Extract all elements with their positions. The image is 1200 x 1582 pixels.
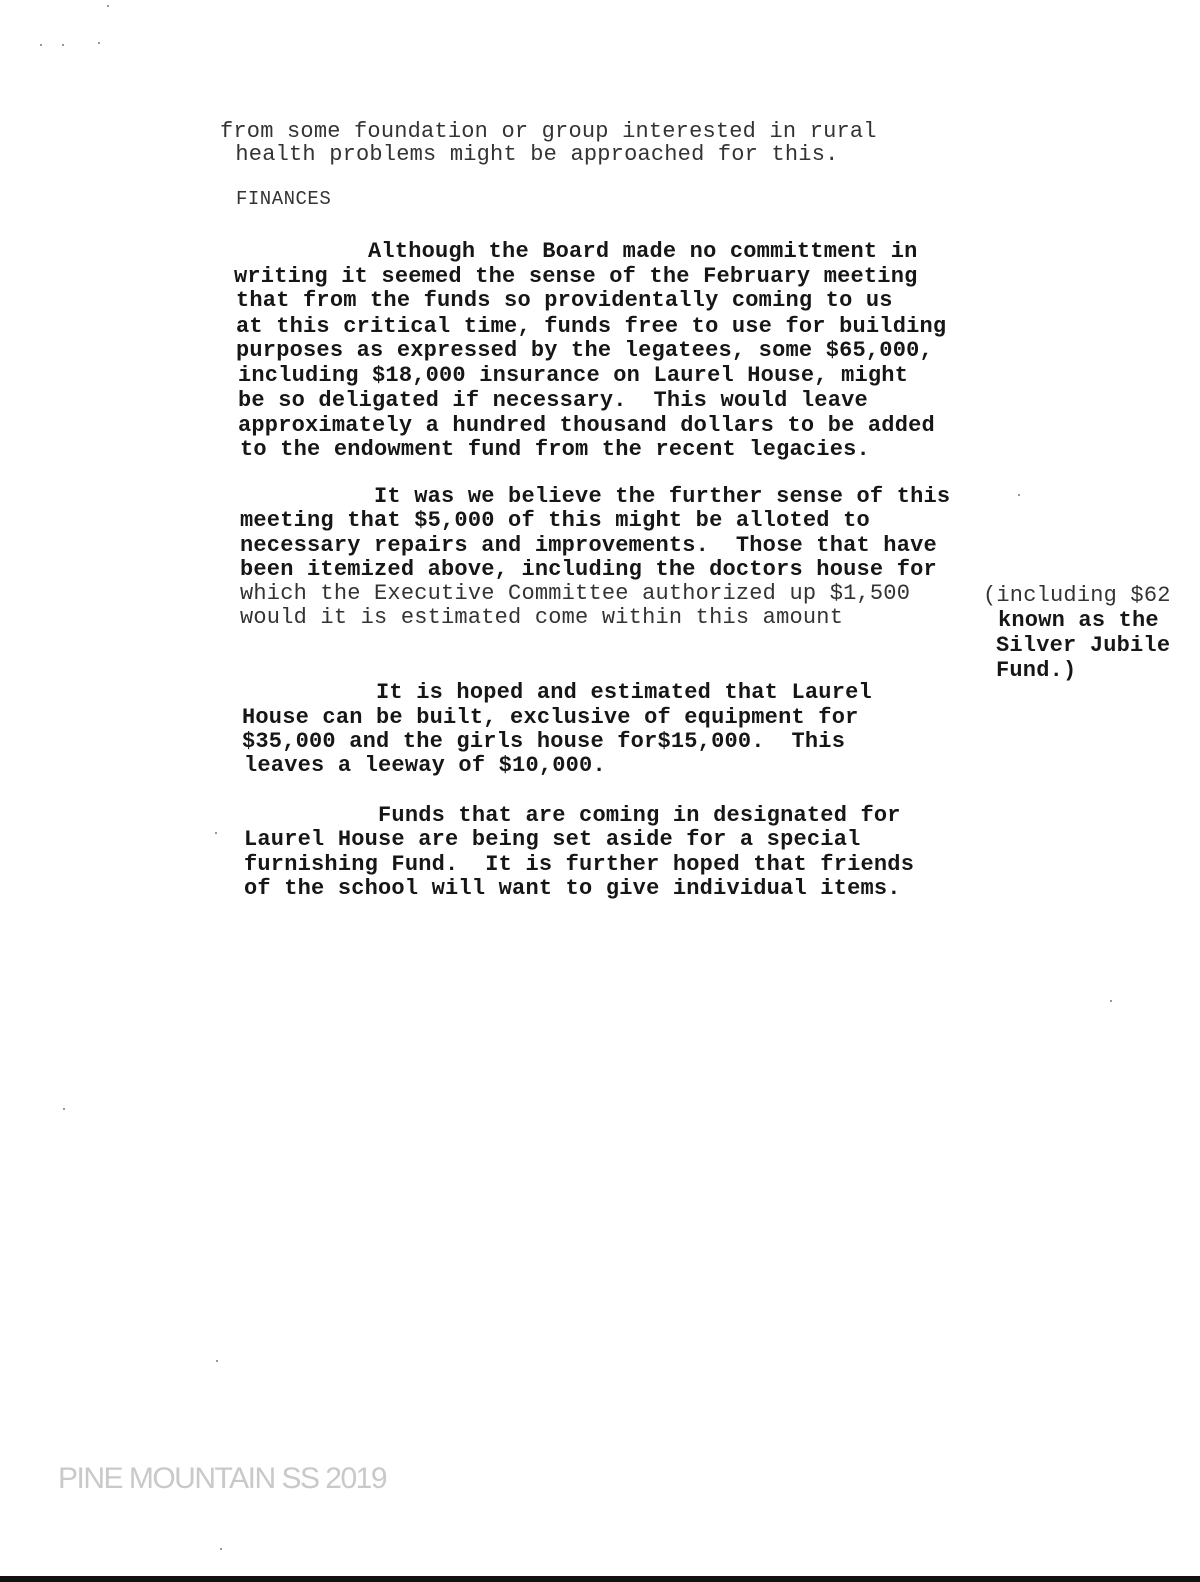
paragraph-3-line-1: It is hoped and estimated that Laurel xyxy=(242,680,872,705)
scan-speck xyxy=(98,42,100,44)
paragraph-2-line-4: been itemized above, including the doctors house for xyxy=(240,557,937,582)
paragraph-1-line-8: approximately a hundred thousand dollars to be added xyxy=(238,413,935,438)
paragraph-1-line-7: be so deligated if necessary. This would leave xyxy=(238,388,868,413)
scan-speck xyxy=(62,44,64,46)
paragraph-2-line-6: would it is estimated come within this amount xyxy=(240,605,844,630)
scan-speck xyxy=(40,44,42,46)
paragraph-3-line-4: leaves a leeway of $10,000. xyxy=(244,753,606,778)
paragraph-1-line-4: at this critical time, funds free to use for building xyxy=(236,314,947,339)
paragraph-1-line-5: purposes as expressed by the legatees, some $65,000, xyxy=(236,338,933,363)
scan-speck xyxy=(107,5,109,7)
paragraph-1-line-3: that from the funds so providentally coming to us xyxy=(236,288,893,313)
scan-speck xyxy=(1110,1000,1112,1002)
scan-speck xyxy=(220,1548,222,1550)
paragraph-2-line-5: which the Executive Committee authorized up $1,500 xyxy=(240,581,911,606)
scan-speck xyxy=(1018,494,1020,496)
margin-note-line-1: (including $62 xyxy=(983,583,1171,608)
paragraph-1-line-9: to the endowment fund from the recent legacies. xyxy=(240,437,870,462)
scan-speck xyxy=(63,1108,65,1110)
paragraph-1-line-2: writing it seemed the sense of the February meeting xyxy=(234,264,918,289)
paragraph-4-line-1: Funds that are coming in designated for xyxy=(244,803,901,828)
paragraph-1-line-1: Although the Board made no committment in xyxy=(234,239,918,264)
continuation-line-1: from some foundation or group interested in rural xyxy=(220,119,877,144)
paragraph-2-line-1: It was we believe the further sense of this xyxy=(240,484,951,509)
archive-watermark: PINE MOUNTAIN SS 2019 xyxy=(58,1462,387,1495)
paragraph-2-line-2: meeting that $5,000 of this might be alloted to xyxy=(240,508,870,533)
scan-speck xyxy=(216,1360,218,1362)
paragraph-4-line-2: Laurel House are being set aside for a special xyxy=(244,827,861,852)
section-heading-finances: FINANCES xyxy=(236,188,332,210)
continuation-line-2: health problems might be approached for this. xyxy=(222,142,839,167)
paragraph-2-line-3: necessary repairs and improvements. Those that have xyxy=(240,533,937,558)
scan-speck xyxy=(215,832,217,834)
margin-note-line-2: known as the xyxy=(998,608,1159,633)
scan-bottom-edge xyxy=(0,1576,1200,1582)
margin-note-line-3: Silver Jubile xyxy=(996,633,1171,658)
paragraph-4-line-3: furnishing Fund. It is further hoped that friends xyxy=(244,852,915,877)
paragraph-3-line-3: $35,000 and the girls house for$15,000. This xyxy=(242,729,846,754)
paragraph-4-line-4: of the school will want to give individual items. xyxy=(244,876,901,901)
paragraph-1-line-6: including $18,000 insurance on Laurel House, might xyxy=(238,363,909,388)
paragraph-3-line-2: House can be built, exclusive of equipment for xyxy=(242,705,859,730)
margin-note-line-4: Fund.) xyxy=(996,658,1077,683)
